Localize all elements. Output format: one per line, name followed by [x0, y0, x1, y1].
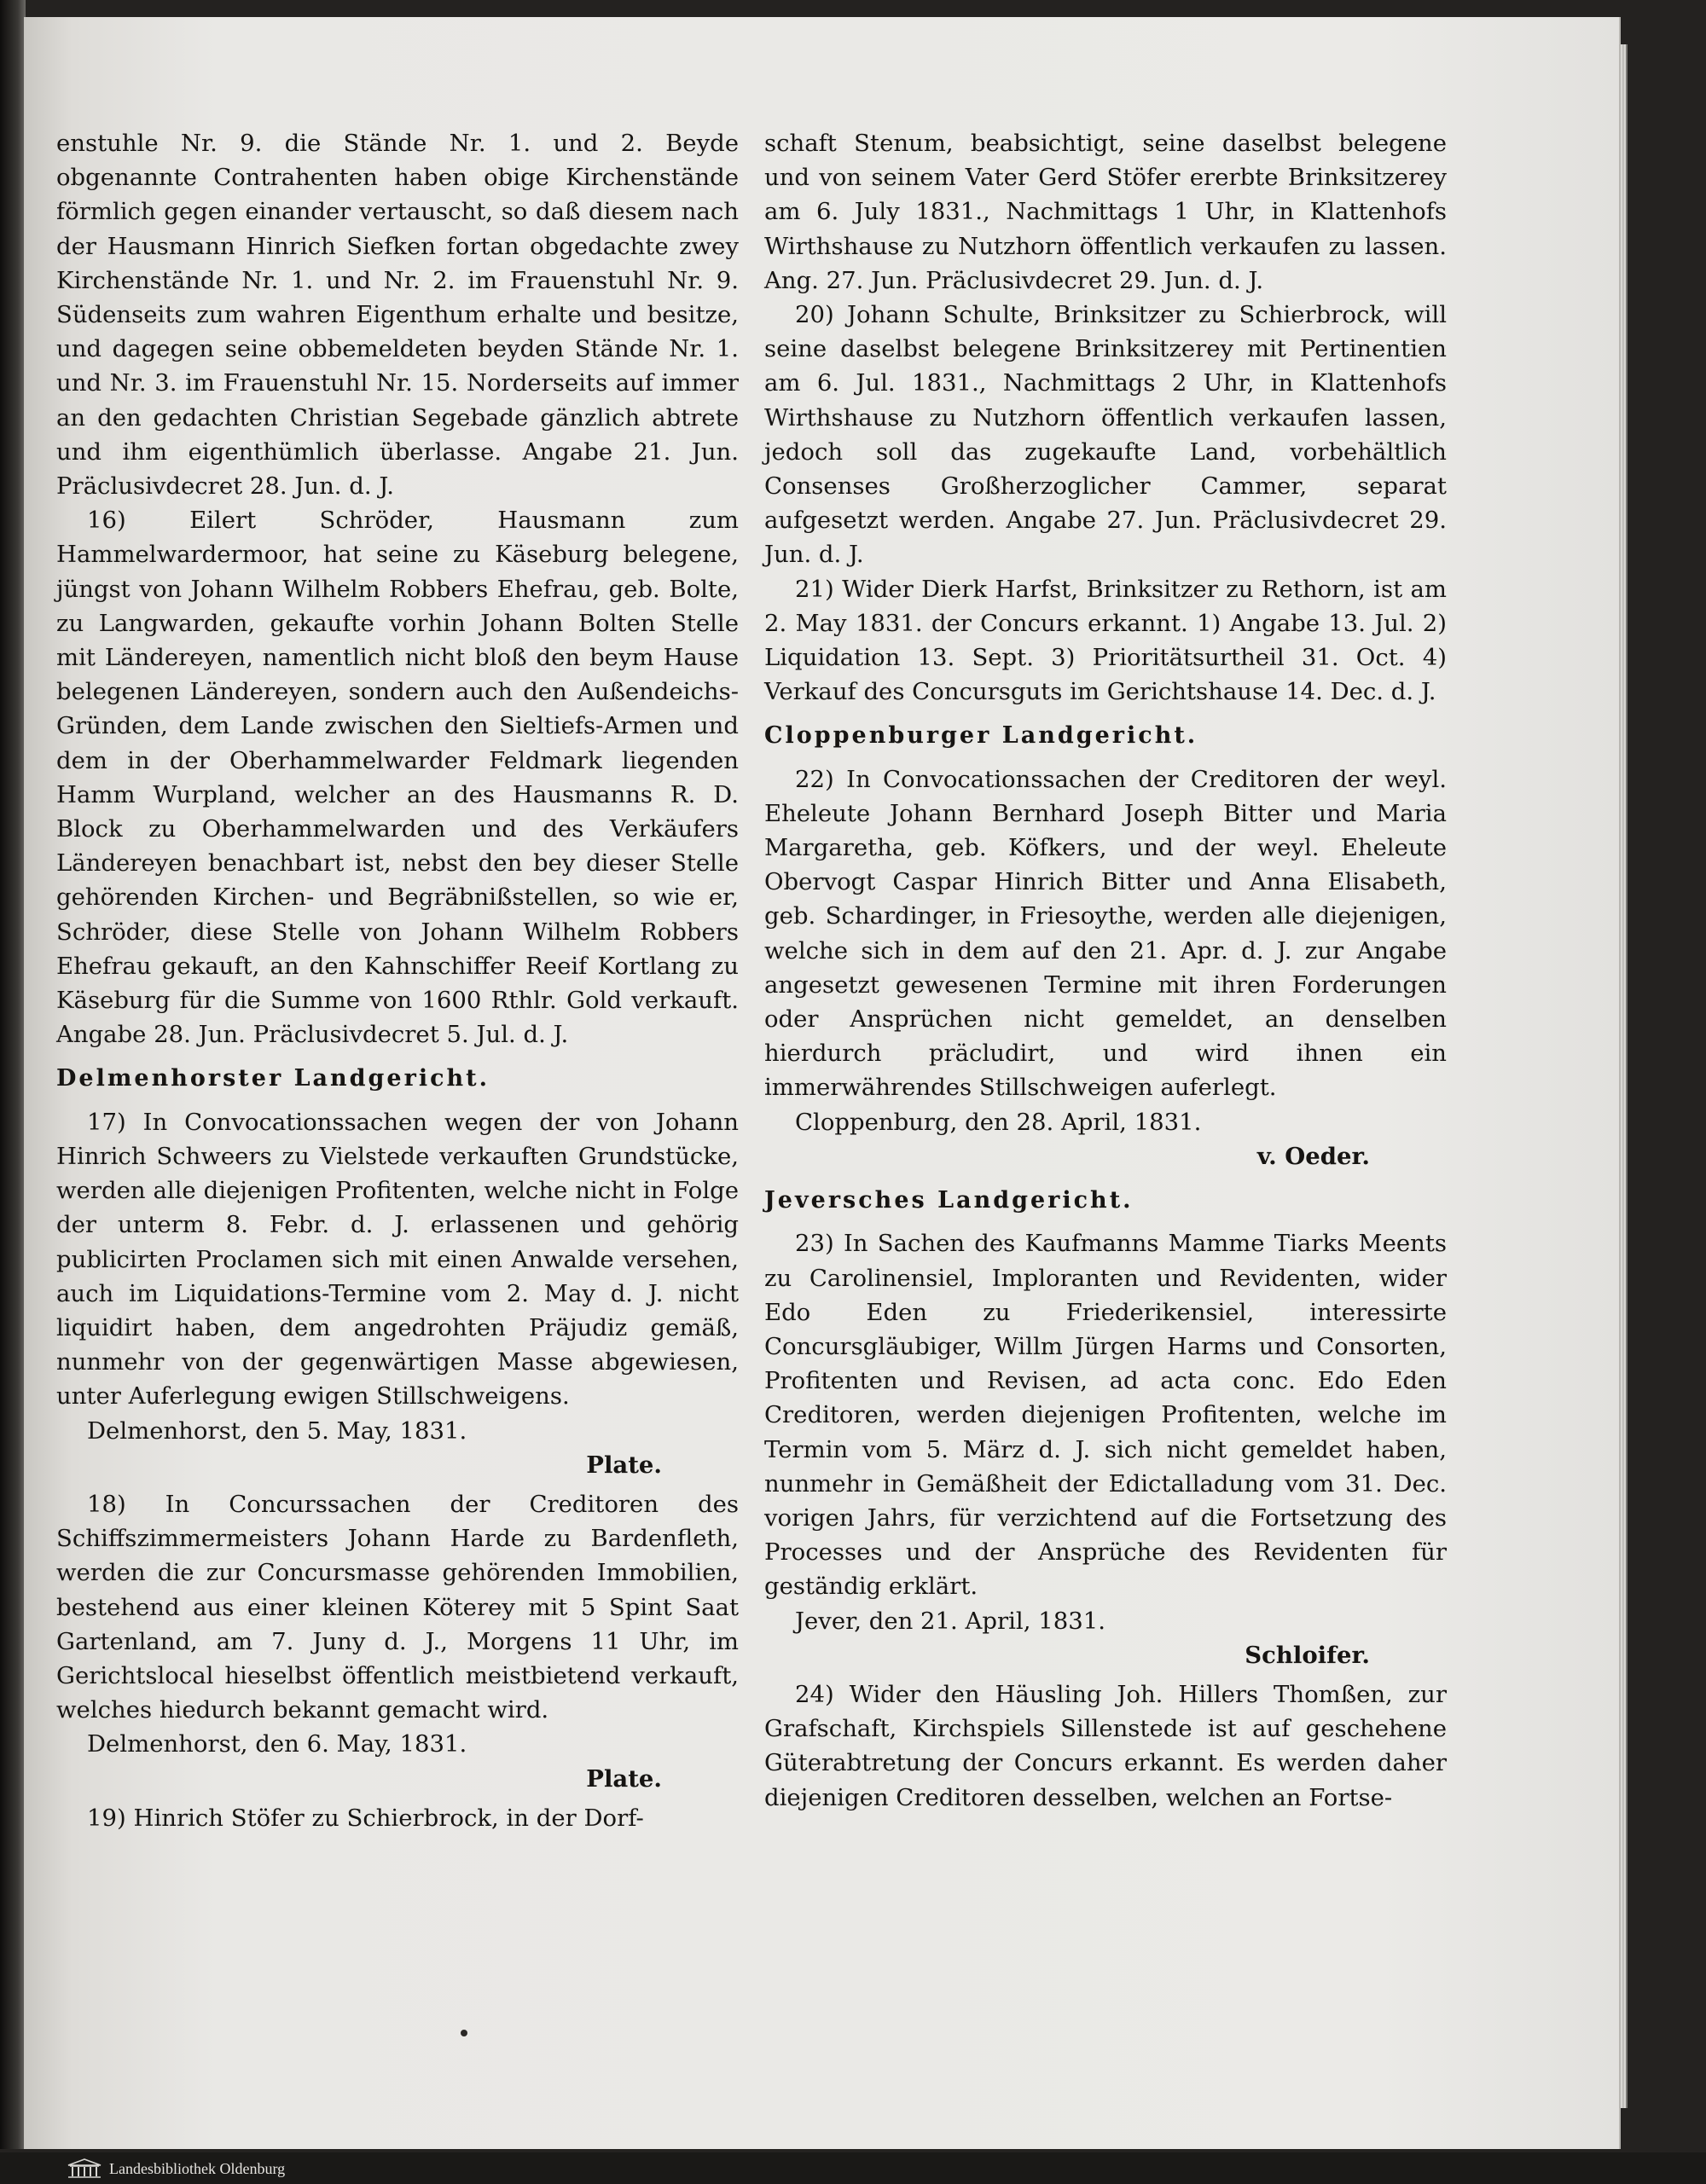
- section-heading-cloppenburg: Cloppenburger Landgericht.: [764, 722, 1198, 750]
- section-heading-delmenhorst: Delmenhorster Landgericht.: [56, 1065, 490, 1092]
- signature-23: Schloifer.: [1245, 1641, 1370, 1669]
- dateline-23: Jever, den 21. April, 1831.: [795, 1607, 1105, 1635]
- paragraph-17: 17) In Convocationssachen wegen der von Johann Hinrich Schweers zu Vielstede verkauften Grundstücke, werden alle diejenigen Profitenten, welche nicht in Folge der unterm 8. Febr. d. J. erlassenen und gehörig publicirten Proclamen sich mit einen Anwalde versehen, auch im Liquidations-Termine vom 2. May d. J. nicht liquidirt haben, dem angedrohten Präjudiz gemäß, nunmehr von der gegenwärtigen Masse abgewiesen, unter Auferlegung ewigen Stillschweigens.: [56, 1108, 739, 1411]
- dateline-22: Cloppenburg, den 28. April, 1831.: [795, 1108, 1202, 1136]
- paragraph-22: 22) In Convocationssachen der Creditoren der weyl. Eheleute Johann Bernhard Joseph Bitter und Maria Margaretha, geb. Köfkers, und der weyl. Eheleute Obervogt Caspar Hinrich Bitter und Anna Elisabeth, geb. Schardinger, in Friesoythe, werden alle diejenigen, welche sich in dem auf den 21. Apr. d. J. zur Angabe angesetzt gewesenen Termine mit ihren Forderungen oder Ansprüchen nicht gemeldet, an denselben hierdurch präcludirt, und wird ihnen ein immerwährendes Stillschweigen auferlegt.: [764, 765, 1447, 1102]
- ink-speck: [461, 2030, 467, 2036]
- signature-22: v. Oeder.: [1256, 1142, 1370, 1170]
- paragraph-20: 20) Johann Schulte, Brinksitzer zu Schierbrock, will seine daselbst belegene Brinksitzerey mit Pertinentien am 6. Jul. 1831., Nachmittags 2 Uhr, in Klattenhofs Wirthshause zu Nutzhorn öffentlich verkaufen lassen, jedoch soll das zugekaufte Land, vorbehältlich Consenses Großherzoglicher Cammer, separat aufgesetzt werden. Angabe 27. Jun. Präclusivdecret 29. Jun. d. J.: [764, 301, 1447, 569]
- library-name: Landesbibliothek Oldenburg: [109, 2160, 286, 2177]
- paragraph-24: 24) Wider den Häusling Joh. Hillers Thomßen, zur Grafschaft, Kirchspiels Sillenstede ist auf geschehene Güterabtretung der Concurs erkannt. Es werden daher diejenigen Creditoren desselben, welchen an Fortse-: [764, 1680, 1447, 1811]
- binding-shadow: [0, 0, 26, 2149]
- paragraph-18: 18) In Concurssachen der Creditoren des Schiffszimmermeisters Johann Harde zu Bardenfleth, werden die zur Concursmasse gehörenden Immobilien, bestehend aus einer kleinen Köterey mit 5 Spint Saat Gartenland, am 7. Juny d. J., Morgens 11 Uhr, im Gerichtslocal hieselbst öffentlich meistbietend verkauft, welches hiedurch bekannt gemacht wird.: [56, 1490, 739, 1724]
- signature-17: Plate.: [586, 1451, 662, 1479]
- paragraph-continued: enstuhle Nr. 9. die Stände Nr. 1. und 2. Beyde obgenannte Contrahenten haben obige Kirchenstände förmlich gegen einander vertauscht, so daß diesem nach der Hausmann Hinrich Siefken fortan obgedachte zwey Kirchenstände Nr. 1. und Nr. 2. im Frauenstuhl Nr. 9. Südenseits zum wahren Eigenthum erhalte und besitze, und dagegen seine obbemeldeten beyden Stände Nr. 1. und Nr. 3. im Frauenstuhl Nr. 15. Norderseits auf immer an den gedachten Christian Segebade gänzlich abtrete und ihm eigenthümlich überlasse. Angabe 21. Jun. Präclusivdecret 28. Jun. d. J.: [56, 130, 739, 501]
- paragraph-21: 21) Wider Dierk Harfst, Brinksitzer zu Rethorn, ist am 2. May 1831. der Concurs erkannt. 1) Angabe 13. Jul. 2) Liquidation 13. Sept. 3) Prioritätsurtheil 31. Oct. 4) Verkauf des Concursguts im Gerichtshause 14. Dec. d. J.: [764, 575, 1447, 706]
- dateline-17: Delmenhorst, den 5. May, 1831.: [87, 1416, 467, 1445]
- signature-18: Plate.: [586, 1764, 662, 1793]
- right-column: [764, 126, 1447, 1815]
- paragraph-19: 19) Hinrich Stöfer zu Schierbrock, in der Dorf-: [87, 1804, 644, 1832]
- paragraph-16: 16) Eilert Schröder, Hausmann zum Hammelwardermoor, hat seine zu Käseburg belegene, jüngst von Johann Wilhelm Robbers Ehefrau, geb. Bolte, zu Langwarden, gekaufte vorhin Johann Bolten Stelle mit Ländereyen, namentlich nicht bloß den beym Hause belegenen Ländereyen, sondern auch den Außendeichs-Gründen, dem Lande zwischen den Sieltiefs-Armen und dem in der Oberhammelwarder Feldmark liegenden Hamm Wurpland, welcher an des Hausmanns R. D. Block zu Oberhammelwarden und des Verkäufers Ländereyen benachbart ist, nebst den bey dieser Stelle gehörenden Kirchen- und Begräbnißstellen, so wie er, Schröder, diese Stelle von Johann Wilhelm Robbers Ehefrau gekauft, an den Kahnschiffer Reeif Kortlang zu Käseburg für die Summe von 1600 Rthlr. Gold verkauft. Angabe 28. Jun. Präclusivdecret 5. Jul. d. J.: [56, 507, 739, 1049]
- dateline-18: Delmenhorst, den 6. May, 1831.: [87, 1730, 467, 1758]
- library-building-icon: [67, 2158, 102, 2179]
- paragraph-19-continued: schaft Stenum, beabsichtigt, seine daselbst belegene und von seinem Vater Gerd Stöfer ererbte Brinksitzerey am 6. July 1831., Nachmittags 1 Uhr, in Klattenhofs Wirthshause zu Nutzhorn öffentlich verkaufen zu lassen. Ang. 27. Jun. Präclusivdecret 29. Jun. d. J.: [764, 130, 1447, 294]
- left-column: [56, 126, 739, 1835]
- paragraph-23: 23) In Sachen des Kaufmanns Mamme Tiarks Meents zu Carolinensiel, Imploranten und Revidenten, wider Edo Eden zu Friederikensiel, interessirte Concursgläubiger, Willm Jürgen Harms und Consorten, Profitenten und Revisen, ad acta conc. Edo Eden Creditoren, werden diejenigen Profitenten, welche im Termin vom 5. März d. J. sich nicht gemeldet haben, nunmehr in Gemäßheit der Edictalladung vom 31. Dec. vorigen Jahrs, für verzichtend auf die Fortsetzung des Processes und der Ansprüche des Revidenten für geständig erklärt.: [764, 1230, 1447, 1601]
- section-heading-jever: Jeversches Landgericht.: [764, 1187, 1134, 1214]
